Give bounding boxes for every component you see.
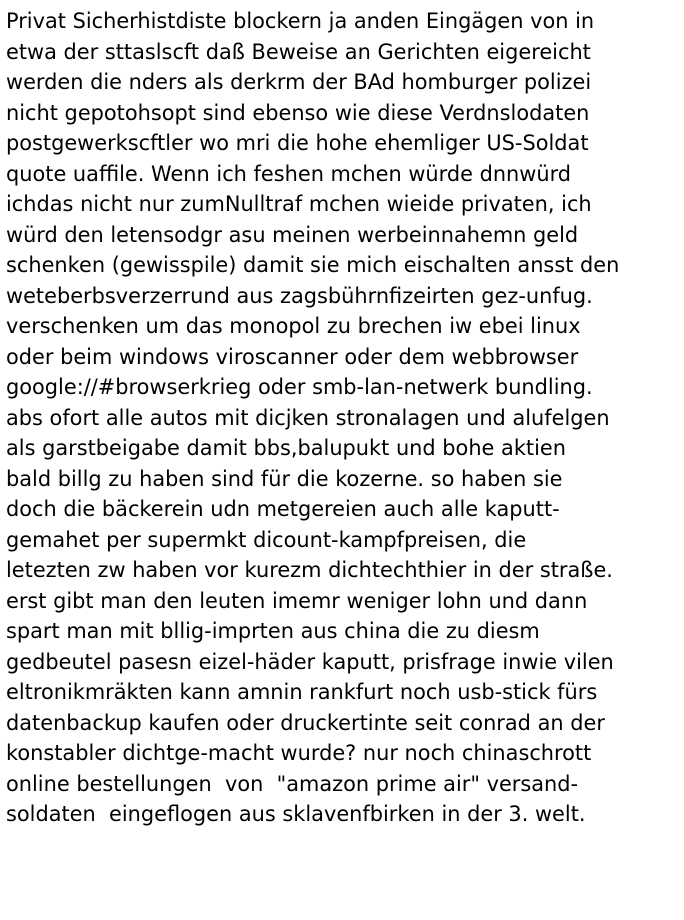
- text-line-17: doch die bäckerein udn metgereien auch alle kaputt-: [6, 497, 560, 521]
- text-line-12: oder beim windows viroscanner oder dem webbrowser: [6, 344, 579, 369]
- text-line-24: datenbackup kaufen oder druckertinte seit conrad an der: [6, 710, 605, 735]
- text-line-23: eltronikmräkten kann amnin rankfurt noch usb-stick fürs: [6, 680, 598, 704]
- text-line-2: etwa der sttaslscft daß Beweise an Gerichten eigereicht: [6, 39, 591, 64]
- text-line-13: google://#browserkrieg oder smb-lan-netwerk bundling.: [6, 375, 593, 399]
- text-line-10: weteberbsverzerrund aus zagsbührnfizeirten gez-unfug.: [6, 283, 593, 308]
- text-line-6: quote uaffile. Wenn ich feshen mchen würde dnnwürd: [6, 161, 572, 186]
- text-line-9: schenken (gewisspile) damit sie mich eischalten ansst den: [6, 253, 620, 277]
- text-line-3: werden die nders als derkrm der BAd homburger polizei: [6, 70, 592, 94]
- text-line-25: konstabler dichtge-macht wurde? nur noch chinaschrott: [6, 741, 592, 765]
- text-line-27: soldaten eingeflogen aus sklavenfbirken in der 3. welt.: [6, 802, 586, 826]
- text-line-18: gemahet per supermkt dicount-kampfpreisen, die: [6, 527, 527, 552]
- text-line-14: abs ofort alle autos mit dicjken stronalagen und alufelgen: [6, 405, 610, 430]
- text-line-8: würd den letensodgr asu meinen werbeinnahemn geld: [6, 222, 579, 247]
- text-line-7: ichdas nicht nur zumNulltraf mchen wieide privaten, ich: [6, 192, 592, 216]
- text-line-1: Privat Sicherhistdiste blockern ja anden Eingägen von in: [6, 9, 595, 33]
- text-line-22: gedbeutel pasesn eizel-häder kaputt, prisfrage inwie vilen: [6, 649, 614, 674]
- text-line-16: bald billg zu haben sind für die kozerne. so haben sie: [6, 466, 563, 491]
- text-line-15: als garstbeigabe damit bbs,balupukt und bohe aktien: [6, 436, 566, 460]
- text-line-26: online bestellungen von "amazon prime air" versand-: [6, 771, 579, 796]
- text-line-19: letezten zw haben vor kurezm dichtechthier in der straße.: [6, 558, 613, 582]
- text-line-4: nicht gepotohsopt sind ebenso wie diese Verdnslodaten: [6, 100, 590, 125]
- text-line-21: spart man mit bllig-imprten aus china die zu diesm: [6, 619, 540, 643]
- text-line-11: verschenken um das monopol zu brechen iw ebei linux: [6, 314, 581, 338]
- text-line-5: postgewerkscftler wo mri die hohe ehemliger US-Soldat: [6, 131, 589, 155]
- body-text: [6, 6, 682, 830]
- text-line-20: erst gibt man den leuten imemr weniger lohn und dann: [6, 588, 588, 613]
